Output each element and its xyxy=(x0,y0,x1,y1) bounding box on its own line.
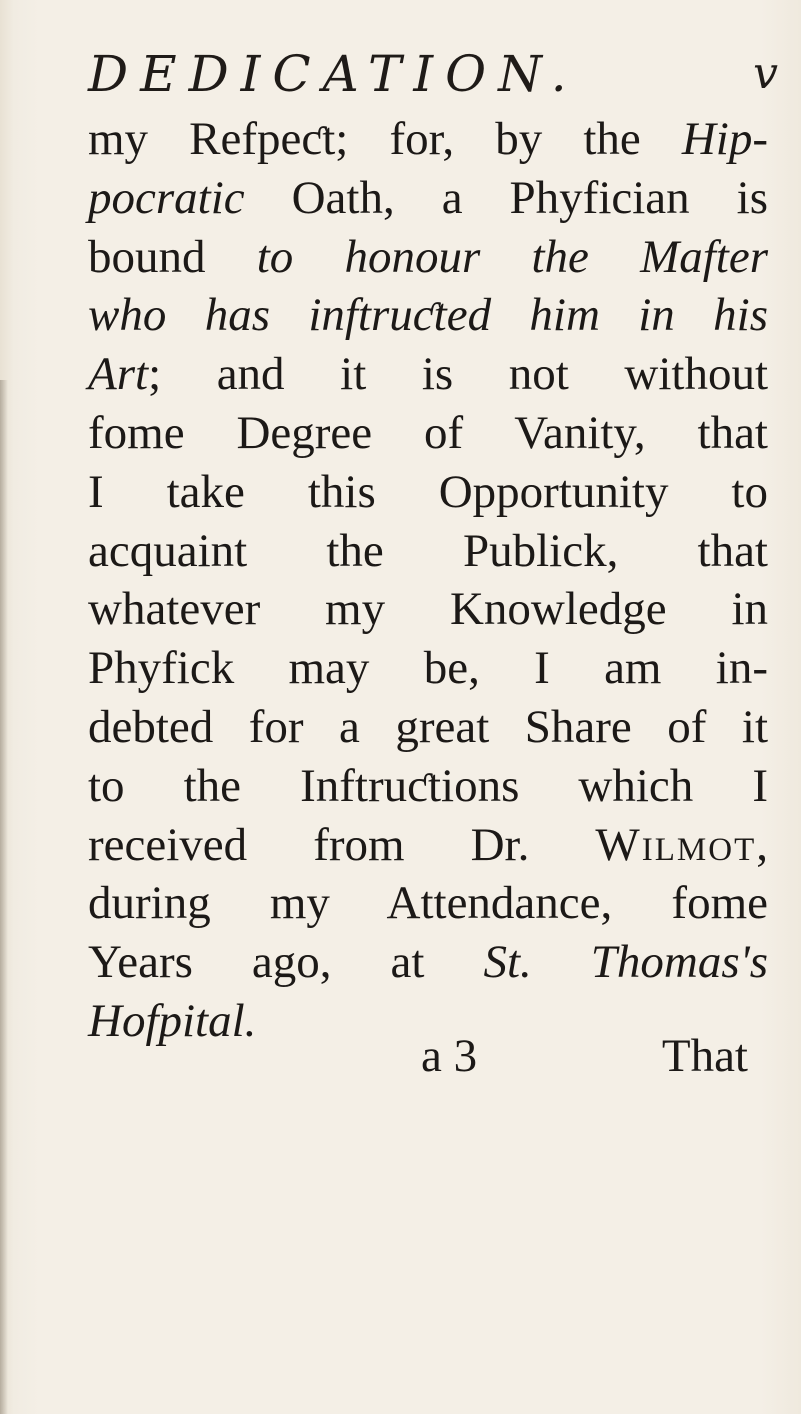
text-line xyxy=(88,404,768,463)
text-line xyxy=(88,110,768,169)
text-segment: Hip- xyxy=(681,113,768,165)
text-segment: Oath, a Phyfician is xyxy=(244,171,768,224)
text-segment: Phyfick may be, I am in- xyxy=(88,642,768,695)
text-segment: Years ago, at xyxy=(88,936,484,989)
text-segment: ; and it is not without xyxy=(148,348,768,401)
text-segment: whatever my Knowledge in xyxy=(88,583,768,636)
text-line xyxy=(88,228,768,287)
text-segment: Hofpital. xyxy=(88,994,257,1047)
text-line xyxy=(88,757,768,816)
page-number: v xyxy=(753,48,778,99)
text-line xyxy=(88,345,768,404)
text-line xyxy=(88,463,768,522)
running-head xyxy=(88,42,778,106)
running-title: DEDICATION. xyxy=(88,45,579,103)
text-line xyxy=(88,874,768,933)
text-line xyxy=(88,580,768,639)
signature-mark: a 3 xyxy=(421,1030,478,1082)
text-segment: to honour the Mafter xyxy=(256,230,768,283)
text-line xyxy=(88,522,768,581)
text-segment: Art xyxy=(88,348,149,401)
text-segment: Wilmot xyxy=(595,818,757,871)
text-line xyxy=(88,286,768,345)
page-footer xyxy=(88,1026,768,1086)
text-segment: , xyxy=(756,818,768,871)
text-segment: fome Degree of Vanity, that xyxy=(88,406,768,459)
text-segment: acquaint the Publick, that xyxy=(88,524,768,577)
catchword: That xyxy=(661,1030,748,1082)
text-line xyxy=(88,639,768,698)
text-segment: St. Thomas's xyxy=(483,936,768,989)
text-segment: received from Dr. xyxy=(88,818,596,871)
text-line xyxy=(88,816,768,875)
text-segment: pocratic xyxy=(88,171,245,224)
text-segment: who has inftruƈted him in his xyxy=(88,289,768,342)
text-line xyxy=(88,933,768,992)
text-line xyxy=(88,169,768,228)
text-segment: during my Attendance, fome xyxy=(88,877,768,930)
text-segment: I take this Opportunity to xyxy=(88,465,768,518)
binding-shadow xyxy=(0,380,8,1414)
text-segment: my Refpeƈt; for, by the xyxy=(88,113,682,165)
text-segment: debted for a great Share of it xyxy=(88,700,768,753)
text-segment: bound xyxy=(88,230,257,283)
body-text xyxy=(88,110,768,1051)
text-line xyxy=(88,698,768,757)
text-segment: to the Inftruƈtions which I xyxy=(88,759,768,812)
